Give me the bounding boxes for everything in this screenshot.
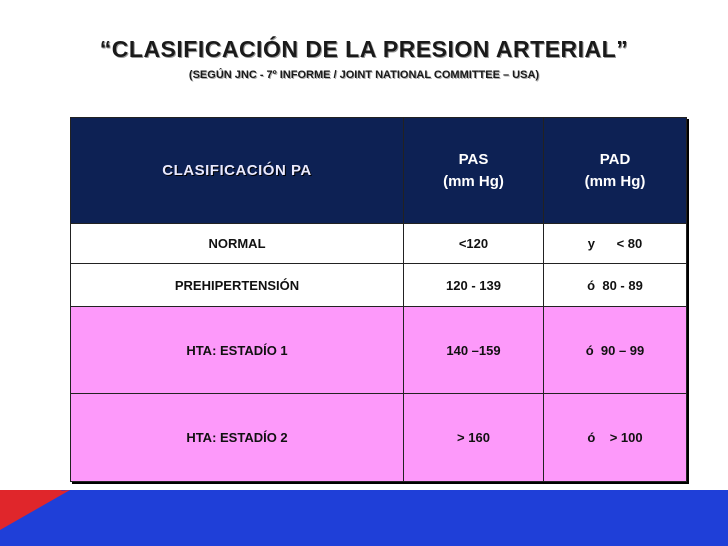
header-classification: CLASIFICACIÓN PA [71, 118, 404, 224]
cell-pad: ó 80 - 89 [544, 264, 687, 307]
cell-classification: HTA: ESTADÍO 1 [71, 307, 404, 394]
table-row [71, 307, 687, 394]
classification-table [70, 117, 687, 482]
table-row [71, 394, 687, 482]
cell-pad: ó > 100 [544, 394, 687, 482]
cell-pas: <120 [404, 224, 544, 264]
header-pas [404, 118, 544, 224]
cell-pad: y < 80 [544, 224, 687, 264]
decorative-blue-stripe [0, 490, 728, 546]
cell-pas: > 160 [404, 394, 544, 482]
table-row [71, 224, 687, 264]
cell-classification: NORMAL [71, 224, 404, 264]
header-pad [544, 118, 687, 224]
header-pad-unit: (mm Hg) [584, 172, 646, 190]
page-subtitle: (SEGÚN JNC - 7º INFORME / JOINT NATIONAL COMMITTEE – USA) [188, 69, 540, 81]
cell-pas: 120 - 139 [404, 264, 544, 307]
header-pas-label: PAS [458, 150, 489, 168]
cell-classification: HTA: ESTADÍO 2 [71, 394, 404, 482]
table-header-row [71, 118, 687, 224]
table-row [71, 264, 687, 307]
page-title: “CLASIFICACIÓN DE LA PRESION ARTERIAL” [99, 36, 629, 62]
cell-pas: 140 –159 [404, 307, 544, 394]
cell-classification: PREHIPERTENSIÓN [71, 264, 404, 307]
cell-pad: ó 90 – 99 [544, 307, 687, 394]
header-pad-label: PAD [599, 150, 631, 168]
header-pas-unit: (mm Hg) [443, 172, 504, 190]
